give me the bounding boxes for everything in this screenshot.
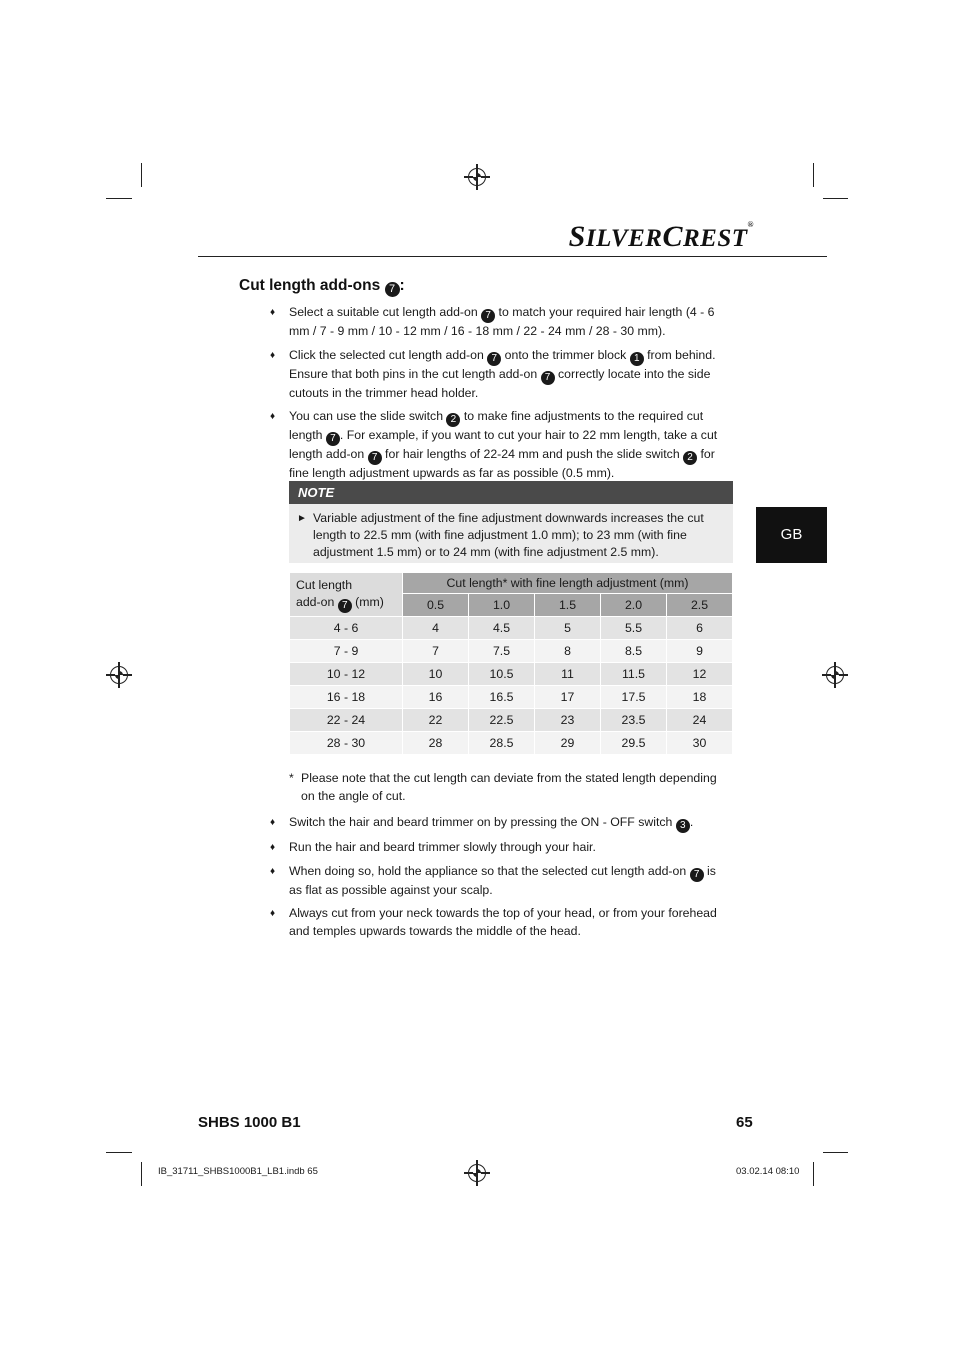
arrow-right-icon: ► <box>297 513 307 524</box>
table-cell: 23.5 <box>601 709 667 732</box>
bullet-icon: ♦ <box>270 349 276 361</box>
crop-mark <box>823 1152 848 1153</box>
header-text: add-on <box>296 594 338 609</box>
table-subheader-cell: 1.0 <box>469 594 535 617</box>
table-cell: 29 <box>535 732 601 755</box>
text-run: When doing so, hold the appliance so that the selected cut length add-on <box>289 863 690 878</box>
table-cell: 28 - 30 <box>290 732 403 755</box>
table-subheader-cell: 0.5 <box>403 594 469 617</box>
crop-mark <box>106 1152 132 1153</box>
print-slug-file: IB_31711_SHBS1000B1_LB1.indb 65 <box>158 1166 318 1177</box>
bullet-icon: ♦ <box>270 411 276 422</box>
table-footnote <box>289 770 729 805</box>
header-rule <box>198 256 827 257</box>
bullet-icon: ♦ <box>270 865 276 877</box>
text-run: Click the selected cut length add-on <box>289 347 488 362</box>
part-number-badge: 7 <box>368 451 382 465</box>
print-slug-date: 03.02.14 08:10 <box>736 1166 800 1177</box>
table-header-row <box>290 573 733 594</box>
text-run: You can use the slide switch <box>289 409 447 423</box>
registered-mark: ® <box>747 220 754 229</box>
text-run: to make fine adjustments to the required cut length <box>289 409 704 442</box>
table-cell: 6 <box>667 617 733 640</box>
table-cell: 11 <box>535 663 601 686</box>
table-cell: 22 <box>403 709 469 732</box>
table-cell: 28 <box>403 732 469 755</box>
table-row <box>290 617 733 640</box>
text-run: . <box>689 815 694 829</box>
text-run: from behind. Ensure that both pins in the cut length add-on <box>289 347 716 381</box>
text-run: correctly locate into the side cutouts in the trimmer head holder. <box>289 366 711 400</box>
part-number-badge: 7 <box>338 599 352 613</box>
table-subheader-cell: 2.0 <box>601 594 667 617</box>
table-cell: 11.5 <box>601 663 667 686</box>
bullet-icon: ♦ <box>270 842 276 853</box>
text-run: Run the hair and beard trimmer slowly through your hair. <box>289 840 596 854</box>
bullet-icon: ♦ <box>270 817 276 828</box>
table-cell: 18 <box>667 686 733 709</box>
table-cell: 29.5 <box>601 732 667 755</box>
table-cell: 16 <box>403 686 469 709</box>
list-item <box>270 304 730 341</box>
brand-letters: REST <box>682 225 748 252</box>
text-run: . For example, if you want to cut your hair to 22 mm length, take a cut length add-on <box>289 428 718 461</box>
title-colon: : <box>399 277 405 294</box>
cut-length-table <box>289 572 733 755</box>
registration-mark-icon <box>468 1164 486 1182</box>
table-cell: 10 - 12 <box>290 663 403 686</box>
table-cell: 23 <box>535 709 601 732</box>
language-tab: GB <box>756 507 827 563</box>
header-text: Cut length <box>296 577 353 592</box>
footnote-marker: * <box>289 771 294 785</box>
part-number-badge: 7 <box>487 352 501 366</box>
list-item <box>270 863 730 900</box>
brand-letter: S <box>568 220 586 253</box>
table-row <box>290 663 733 686</box>
crop-mark <box>813 163 814 187</box>
note-box <box>289 481 733 563</box>
brand-letters: ILVER <box>585 225 663 252</box>
crop-mark <box>141 1162 142 1186</box>
table-cell: 16 - 18 <box>290 686 403 709</box>
crop-mark <box>813 1162 814 1186</box>
page-number: 65 <box>736 1114 753 1131</box>
note-body <box>289 504 733 561</box>
table-cell: 5.5 <box>601 617 667 640</box>
table-cell: 8 <box>535 640 601 663</box>
footnote-text: Please note that the cut length can deviate from the stated length depending on the angle of cut. <box>301 771 717 803</box>
table-header-cell <box>290 573 403 617</box>
table-cell: 8.5 <box>601 640 667 663</box>
table-header-cell: Cut length* with fine length adjustment (mm) <box>403 573 733 594</box>
part-number-badge: 2 <box>446 413 460 427</box>
part-number-badge: 7 <box>385 282 400 297</box>
list-item <box>270 839 730 857</box>
text-run: Switch the hair and beard trimmer on by pressing the ON - OFF switch <box>289 815 676 829</box>
table-subheader-cell: 2.5 <box>667 594 733 617</box>
part-number-badge: 7 <box>481 309 495 323</box>
text-run: to match your required hair length (4 - 6 mm / 7 - 9 mm / 10 - 12 mm / 16 - 18 mm / 22 - 24 mm / 28 - 30 mm). <box>289 305 715 338</box>
table-cell: 9 <box>667 640 733 663</box>
model-name: SHBS 1000 B1 <box>198 1114 301 1131</box>
crop-mark <box>106 198 132 199</box>
registration-mark-icon <box>468 168 486 186</box>
table-cell: 7 - 9 <box>290 640 403 663</box>
text-run: is as flat as possible against your scalp. <box>289 863 716 897</box>
table-row <box>290 640 733 663</box>
table-cell: 10.5 <box>469 663 535 686</box>
table-cell: 16.5 <box>469 686 535 709</box>
bullet-icon: ♦ <box>270 307 276 318</box>
part-number-badge: 7 <box>690 868 704 882</box>
table-cell: 5 <box>535 617 601 640</box>
text-run: Always cut from your neck towards the top of your head, or from your forehead and temples upwards towards the middle of the head. <box>289 906 717 938</box>
table-cell: 22 - 24 <box>290 709 403 732</box>
section-title <box>239 277 405 297</box>
list-item <box>270 814 730 833</box>
table-cell: 30 <box>667 732 733 755</box>
instruction-list-bottom <box>270 814 730 940</box>
table-cell: 7 <box>403 640 469 663</box>
crop-mark <box>823 198 848 199</box>
list-item <box>270 905 730 940</box>
table-cell: 24 <box>667 709 733 732</box>
table-cell: 22.5 <box>469 709 535 732</box>
part-number-badge: 2 <box>683 451 697 465</box>
registration-mark-icon <box>826 666 844 684</box>
brand-letter: C <box>662 220 683 253</box>
table-cell: 12 <box>667 663 733 686</box>
part-number-badge: 1 <box>630 352 644 366</box>
text-run: Select a suitable cut length add-on <box>289 305 482 319</box>
brand-logo <box>569 220 754 254</box>
table-cell: 28.5 <box>469 732 535 755</box>
part-number-badge: 7 <box>326 432 340 446</box>
table-cell: 10 <box>403 663 469 686</box>
table-cell: 4 <box>403 617 469 640</box>
table-row <box>290 732 733 755</box>
instruction-list-top <box>270 304 730 483</box>
text-run: onto the trimmer block <box>501 347 630 362</box>
table-cell: 17.5 <box>601 686 667 709</box>
registration-mark-icon <box>110 666 128 684</box>
crop-mark <box>141 163 142 187</box>
header-text: (mm) <box>351 594 384 609</box>
part-number-badge: 7 <box>541 371 555 385</box>
part-number-badge: 3 <box>676 819 690 833</box>
bullet-icon: ♦ <box>270 908 276 919</box>
list-item <box>270 347 730 403</box>
table-cell: 7.5 <box>469 640 535 663</box>
table-row <box>290 686 733 709</box>
table-cell: 4.5 <box>469 617 535 640</box>
table-subheader-cell: 1.5 <box>535 594 601 617</box>
note-heading: NOTE <box>289 481 733 504</box>
text-run: for fine length adjustment upwards as far as possible (0.5 mm). <box>289 447 715 480</box>
section-title-text: Cut length add-ons <box>239 277 381 294</box>
list-item <box>270 408 730 483</box>
note-text: Variable adjustment of the fine adjustment downwards increases the cut length to 22.5 mm (with fine adjustment 1.0 mm); to 23 mm (with fine adjustment 1.5 mm) or to 24 mm (with fine adjustment 2.5 mm). <box>313 511 704 559</box>
table-cell: 4 - 6 <box>290 617 403 640</box>
text-run: for hair lengths of 22-24 mm and push the slide switch <box>381 447 684 461</box>
table-cell: 17 <box>535 686 601 709</box>
table-row <box>290 709 733 732</box>
